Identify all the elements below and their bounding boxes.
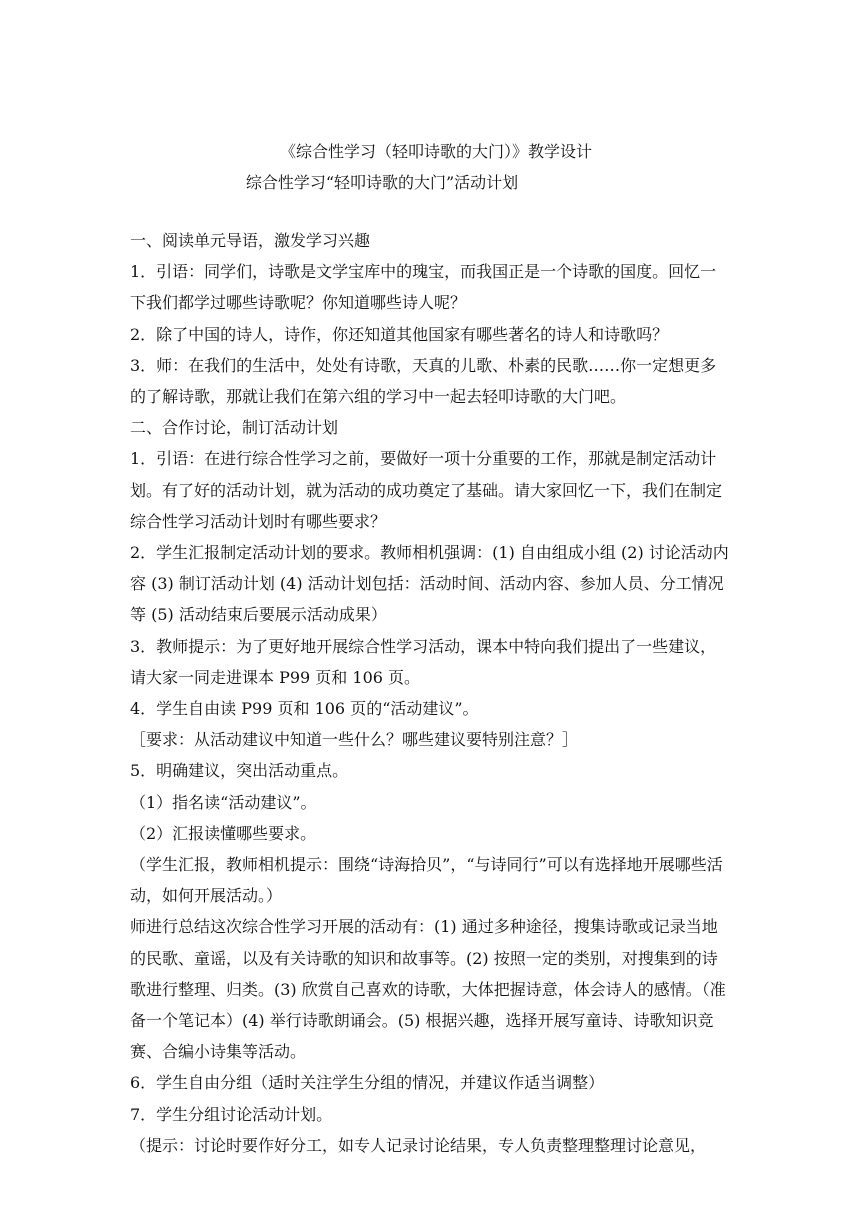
paragraph: 2．除了中国的诗人，诗作，你还知道其他国家有哪些著名的诗人和诗歌吗？ (130, 324, 669, 344)
paragraph: 1．引语：同学们，诗歌是文学宝库中的瑰宝，而我国正是一个诗歌的国度。回忆一下我们都学过哪些诗歌呢？你知道哪些诗人呢？ (130, 262, 717, 313)
document-subtitle (0, 173, 860, 193)
paragraph: 1．引语：在进行综合性学习之前，要做好一项十分重要的工作，那就是制定活动计划。有了好的活动计划，就为活动的成功奠定了基础。请大家回忆一下，我们在制定综合性学习活动计划时有哪些要求？ (130, 449, 723, 531)
paragraph: 7．学生分组讨论活动计划。 (130, 1104, 333, 1124)
paragraph: ［要求：从活动建议中知道一些什么？哪些建议要特别注意？］ (130, 730, 579, 750)
section-heading-1: 一、阅读单元导语，激发学习兴趣 (130, 231, 371, 250)
paragraph: 2．学生汇报制定活动计划的要求。教师相机强调：(1) 自由组成小组 (2) 讨论活动内容 (3) 制订活动计划 (4) 活动计划包括：活动时间、活动内容、参加人员、分工情况等 (5) 活动结束后要展示活动成果） (130, 543, 729, 625)
document-title: 《综合性学习（轻叩诗歌的大门）》教学设计 (279, 142, 592, 161)
document-body (130, 225, 732, 1161)
paragraph: 3．教师提示：为了更好地开展综合性学习活动，课本中特向我们提出了一些建议，请大家一同走进课本 P99 页和 106 页。 (130, 636, 717, 687)
document-subtitle-text: 综合性学习“轻叩诗歌的大门”活动计划 (245, 173, 519, 192)
section-heading-2: 二、合作讨论，制订活动计划 (130, 418, 339, 438)
paragraph: （提示：讨论时要作好分工，如专人记录讨论结果，专人负责整理整理讨论意见， (130, 1135, 707, 1155)
paragraph: （学生汇报，教师相机提示：围绕“诗海拾贝”，“与诗同行”可以有选择地开展哪些活动，如何开展活动。） (130, 855, 723, 906)
paragraph: 3．师：在我们的生活中，处处有诗歌，天真的儿歌、朴素的民歌……你一定想更多的了解诗歌，那就让我们在第六组的学习中一起去轻叩诗歌的大门吧。 (130, 355, 717, 407)
paragraph: （1）指名读“活动建议”。 (130, 792, 317, 812)
paragraph: 师进行总结这次综合性学习开展的活动有：(1) 通过多种途径，搜集诗歌或记录当地的民歌、童谣，以及有关诗歌的知识和故事等。(2) 按照一定的类别，对搜集到的诗歌进行整理、归类。(3) 欣赏自己喜欢的诗歌，大体把握诗意，体会诗人的感情。（准备一个笔记本）(4) 举行诗歌朗诵会。(5) 根据兴趣，选择开展写童诗、诗歌知识竞赛、合编小诗集等活动。 (130, 917, 726, 1062)
paragraph: 6．学生自由分组（适时关注学生分组的情况，并建议作适当调整） (130, 1073, 605, 1093)
paragraph: 4．学生自由读 P99 页和 106 页的“活动建议”。 (130, 699, 479, 719)
paragraph: （2）汇报读懂哪些要求。 (130, 823, 317, 843)
paragraph: 5．明确建议，突出活动重点。 (130, 761, 349, 781)
